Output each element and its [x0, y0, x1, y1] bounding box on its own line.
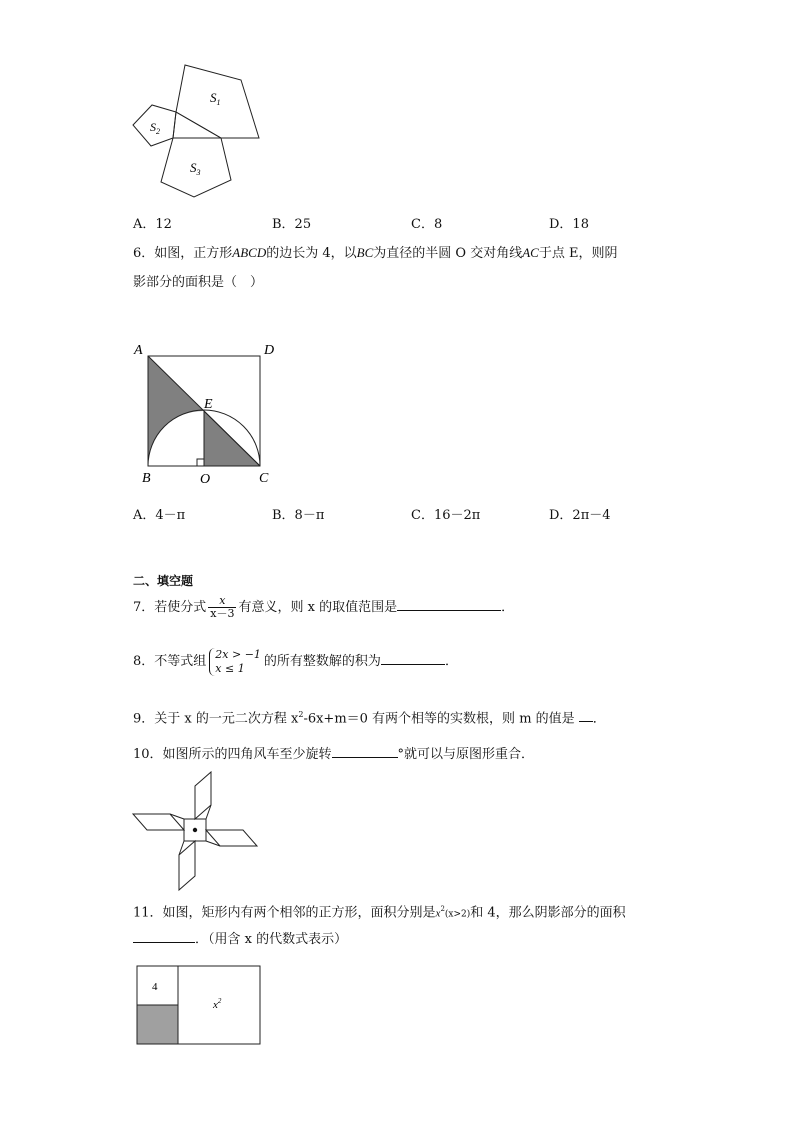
- label-c: C: [259, 471, 269, 486]
- q10-pinwheel-figure: [130, 768, 262, 894]
- q11-question-line1: 11．如图，矩形内有两个相邻的正方形，面积分别是$x^2(x>2)$和 4，那么阴影部分的面积: [133, 905, 626, 921]
- q7-fraction: $\frac{x}{x-3}$: [210, 594, 235, 620]
- label-s2: $S_2$: [150, 120, 160, 136]
- label-o: O: [200, 472, 211, 487]
- q7-question: 7．若使分式 $\frac{x}{x-3}$ 有意义，则 x 的取值范围是 ．: [133, 594, 515, 620]
- q5-option-d[interactable]: D．18: [549, 217, 589, 232]
- q6-square-figure: [130, 340, 290, 490]
- q6-option-b[interactable]: B．8－π: [272, 508, 325, 523]
- q9-question: 9．关于 x 的一元二次方程 $x^2-6x+m=0$ 有两个相等的实数根，则 m 的值是 ．: [133, 710, 606, 727]
- q5-option-a[interactable]: A．12: [133, 217, 172, 232]
- label-four: 4: [152, 981, 158, 993]
- q10-answer-blank[interactable]: [332, 745, 398, 758]
- q6-option-c[interactable]: C．16－2π: [411, 508, 481, 523]
- q5-option-c[interactable]: C．8: [411, 217, 443, 232]
- q8-inequality-system: 2x > −1 x ≤ 1: [209, 648, 261, 676]
- section-fill-in-title: 二、填空题: [133, 574, 194, 588]
- q11-rectangle-figure: [135, 964, 263, 1048]
- q5-pentagon-figure: [130, 58, 270, 198]
- q11-answer-blank[interactable]: [133, 930, 195, 943]
- label-s3: $S_3$: [190, 160, 201, 177]
- center-dot: [193, 828, 197, 832]
- label-s1: $S_1$: [210, 90, 221, 107]
- q8-answer-blank[interactable]: [381, 652, 445, 665]
- right-angle-mark: [197, 459, 204, 466]
- q6-question-line1: 6．如图，正方形ABCD的边长为 4，以BC为直径的半圆 O 交对角线AC于点 E，则阴: [133, 245, 618, 261]
- q11-question-line2: ．（用含 x 的代数式表示）: [133, 930, 347, 949]
- shaded-region: [137, 1005, 178, 1044]
- q9-answer-blank[interactable]: [579, 709, 593, 722]
- q7-answer-blank[interactable]: [397, 598, 501, 611]
- label-a: A: [134, 343, 143, 358]
- q5-option-b[interactable]: B．25: [272, 217, 312, 232]
- q6-option-d[interactable]: D．2π－4: [549, 508, 611, 523]
- q6-option-a[interactable]: A．4－π: [133, 508, 186, 523]
- q10-question: 10．如图所示的四角风车至少旋转 °就可以与原图形重合．: [133, 747, 535, 762]
- label-e: E: [204, 397, 213, 412]
- label-x-squared: $x^2$: [213, 997, 222, 1011]
- label-d: D: [264, 343, 275, 358]
- q8-question: 8．不等式组 2x > −1 x ≤ 1 的所有整数解的积为 ．: [133, 647, 458, 675]
- q6-question-line2: 影部分的面积是（ ）: [133, 275, 264, 290]
- label-b: B: [142, 471, 151, 486]
